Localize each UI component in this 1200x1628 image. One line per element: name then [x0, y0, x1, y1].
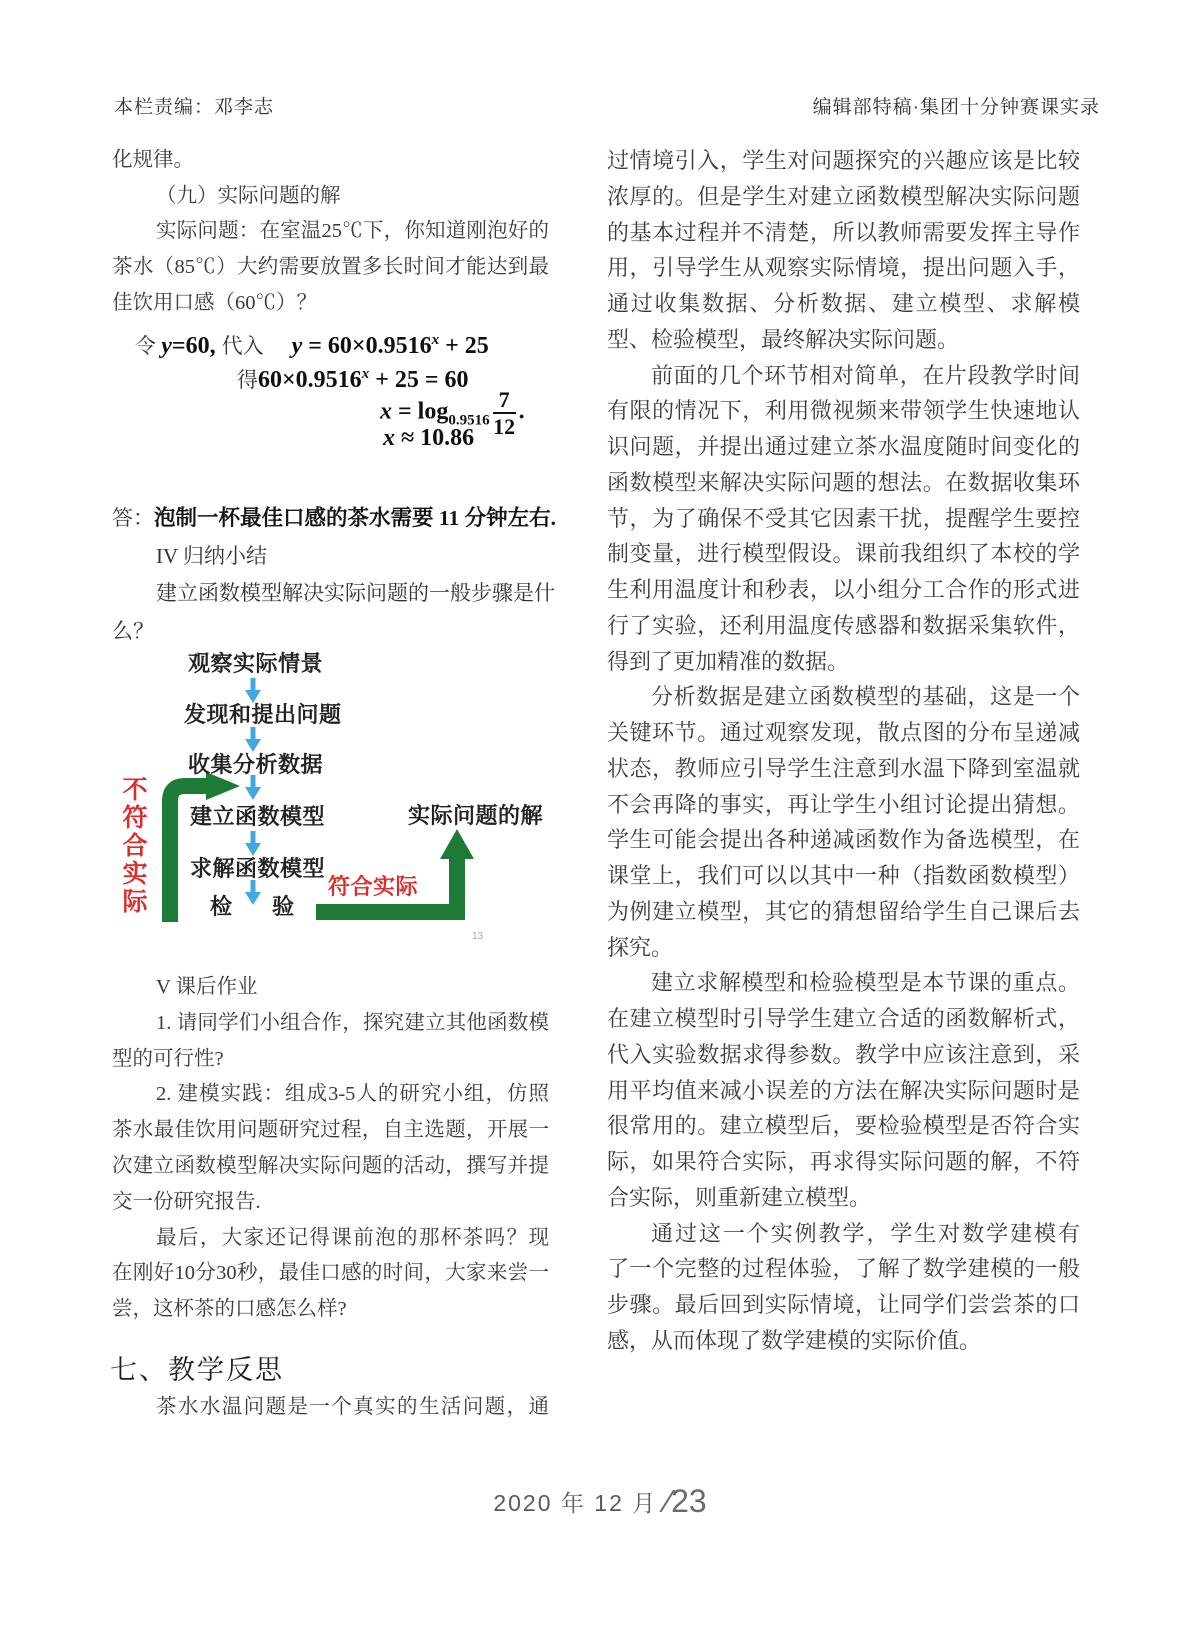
- flow-step-observe: 观察实际情景: [188, 651, 324, 676]
- text-line: 交一份研究报告.: [112, 1190, 261, 1213]
- text-line: 行了实验，还利用温度传感器和数据采集软件，: [607, 612, 1080, 638]
- text-line: 的基本过程并不清楚，所以教师需要发挥主导作: [607, 219, 1080, 245]
- text-line: 状态，教师应引导学生注意到水温下降到室温就: [607, 755, 1080, 781]
- text-line: 最后，大家还记得课前泡的那杯茶吗？现: [156, 1226, 549, 1249]
- text-line: 用平均值来减小误差的方法在解决实际问题时是: [607, 1077, 1080, 1103]
- flow-step-check-left: 检: [210, 894, 233, 919]
- flow-step-build-model: 建立函数模型: [190, 804, 326, 829]
- text-line: 过情境引入，学生对问题探究的兴趣应该是比较: [607, 148, 1080, 173]
- text-line: 学生可能会提出各种递减函数作为备选模型，在: [607, 827, 1080, 853]
- text-line: 尝，这杯茶的口感怎么样?: [112, 1298, 347, 1321]
- math-var: y: [291, 333, 303, 359]
- math-text: =60,: [171, 333, 222, 359]
- figure-number: 13: [472, 931, 484, 942]
- text-line: 化规律。: [112, 149, 194, 171]
- text-line: 茶水最佳饮用问题研究过程，自主选题，开展一: [112, 1119, 549, 1142]
- math-var: y: [161, 333, 172, 359]
- text-line: 实际问题：在室温25℃下，你知道刚泡好的: [156, 220, 549, 243]
- section-9-heading: （九）实际问题的解: [156, 184, 341, 207]
- text-line: 1. 请同学们小组合作，探究建立其他函数模: [156, 1011, 549, 1034]
- math-text: ≈ 10.86: [395, 425, 475, 451]
- text-line: 步骤。最后回到实际情境，让同学们尝尝茶的口: [607, 1292, 1080, 1317]
- header-editor: 本栏责编：邓李志: [114, 97, 275, 118]
- fraction-numerator: 7: [493, 388, 516, 414]
- text-line: 浓厚的。但是学生对建立函数模型解决实际问题: [607, 183, 1080, 209]
- text-line: 不会再降的事实，再让学生小组讨论提出猜想。: [607, 791, 1080, 817]
- text-line: 课堂上，我们可以以其中一种（指数函数模型）: [607, 863, 1080, 888]
- text-line: 在刚好10分30秒，最佳口感的时间，大家来尝一: [112, 1262, 549, 1285]
- text-line: 在建立模型时引导学生建立合适的函数解析式，: [607, 1006, 1080, 1031]
- text-line: 为例建立模型，其它的猜想留给学生自己课后去: [607, 898, 1080, 924]
- text-line: 建立函数模型解决实际问题的一般步骤是什: [156, 581, 555, 605]
- summary-heading: IV 归纳小结: [156, 543, 268, 568]
- answer-block: [112, 500, 562, 650]
- math-text: = log: [392, 398, 449, 425]
- flowchart-arrows: [100, 635, 570, 950]
- text-line: 合实际，则重新建立模型。: [607, 1184, 872, 1210]
- fraction: [493, 388, 516, 438]
- text-line: 用，引导学生从观察实际情境，提出问题入手，: [607, 255, 1080, 281]
- text-line: 代入实验数据求得参数。教学中应该注意到，采: [607, 1041, 1080, 1067]
- math-var: x: [383, 425, 395, 451]
- footer-date: 2020 年 12 月: [493, 1490, 658, 1516]
- text-line: 通过这一个实例教学，学生对数学建模有: [651, 1220, 1080, 1246]
- math-var: x: [380, 398, 392, 425]
- text-line: 际，如果符合实际，再求得实际问题的解，不符: [607, 1149, 1080, 1174]
- text-line: 节，为了确保不受其它因素干扰，提醒学生要控: [607, 505, 1080, 531]
- text-line: 生利用温度计和秒表，以小组分工合作的形式进: [607, 577, 1080, 602]
- text-line: 茶水（85℃）大约需要放置多长时间才能达到最: [112, 256, 549, 279]
- formula-cn-text: 代入: [221, 334, 264, 358]
- homework-heading: V 课后作业: [156, 976, 258, 998]
- text-line: 建立求解模型和检验模型是本节课的重点。: [651, 970, 1080, 996]
- math-text: + 25: [439, 333, 489, 359]
- homework-block: [112, 970, 549, 1328]
- text-line: 型、检验模型，最终解决实际问题。: [607, 326, 960, 352]
- left-column-intro: [112, 143, 549, 321]
- text-line: 分析数据是建立函数模型的基础，这是一个: [651, 684, 1080, 710]
- math-text: + 25 = 60: [369, 367, 469, 393]
- math-text: 60×0.9516: [258, 367, 362, 393]
- flow-step-collect: 收集分析数据: [188, 752, 324, 777]
- modeling-flowchart: [100, 635, 570, 950]
- math-subscript: 0.9516: [448, 412, 490, 429]
- fraction-denominator: 12: [493, 414, 516, 440]
- formula-substitute: [135, 330, 489, 360]
- text-line: 关键环节。通过观察发现，散点图的分布呈递减: [607, 720, 1080, 745]
- text-line: 通过收集数据、分析数据、建立模型、求解模: [607, 291, 1080, 316]
- reflection-first-line-wrap: [112, 1389, 549, 1425]
- right-column: [607, 143, 1080, 1359]
- text-line: 有限的情况下，利用微视频来带领学生快速地认: [607, 398, 1080, 424]
- answer-text: 泡制一杯最佳口感的茶水需要 11 分钟左右.: [154, 506, 556, 530]
- flow-step-check-right: 验: [272, 894, 295, 919]
- text-line: 茶水水温问题是一个真实的生活问题，通: [156, 1396, 549, 1418]
- text-line: 了一个完整的过程体验，了解了数学建模的一般: [607, 1256, 1080, 1282]
- text-line: 函数模型来解决实际问题的想法。在数据收集环: [607, 469, 1080, 495]
- answer-label: 答：: [112, 506, 154, 530]
- flow-step-question: 发现和提出问题: [184, 702, 342, 727]
- text-line: 感，从而体现了数学建模的实际价值。: [607, 1327, 982, 1353]
- text-line: 制变量，进行模型假设。课前我组织了本校的学: [607, 541, 1080, 567]
- page-footer: [0, 1483, 1200, 1520]
- formula-cn-text: 令: [135, 334, 162, 358]
- text-line: 型的可行性?: [112, 1047, 224, 1070]
- math-text: = 60×0.9516: [302, 333, 432, 359]
- flow-solution-label: 实际问题的解: [408, 803, 544, 828]
- answer-line: [112, 500, 562, 538]
- math-exponent: x: [361, 366, 370, 382]
- text-line: 识问题，并提出通过建立茶水温度随时间变化的: [607, 434, 1080, 459]
- text-line: 得到了更加精准的数据。: [607, 648, 850, 674]
- text-line: 次建立函数模型解决实际问题的活动，撰写并提: [112, 1154, 549, 1177]
- footer-page-number: ∕23: [665, 1483, 707, 1519]
- formula-cn-text: 得: [237, 368, 258, 392]
- flow-fit-label: 符合实际: [328, 874, 419, 899]
- text-line: 么？: [112, 618, 154, 643]
- text-line: 佳饮用口感（60℃）？: [112, 291, 317, 314]
- text-line: 2. 建模实践：组成3-5人的研究小组，仿照: [156, 1083, 549, 1106]
- math-text: .: [518, 398, 525, 425]
- text-line: 很常用的。建立模型后，要检验模型是否符合实: [607, 1113, 1080, 1139]
- text-line: 探究。: [607, 934, 674, 960]
- header-column-title: 编辑部特稿·集团十分钟赛课实录: [812, 97, 1100, 118]
- flow-no-fit-label: 不符合实际: [119, 776, 146, 916]
- flow-step-solve-model: 求解函数模型: [190, 856, 326, 881]
- reflection-heading: 七、教学反思: [110, 1355, 284, 1385]
- formula-result: [383, 425, 474, 452]
- math-exponent: x: [431, 332, 440, 348]
- text-line: 前面的几个环节相对简单，在片段教学时间: [651, 362, 1080, 388]
